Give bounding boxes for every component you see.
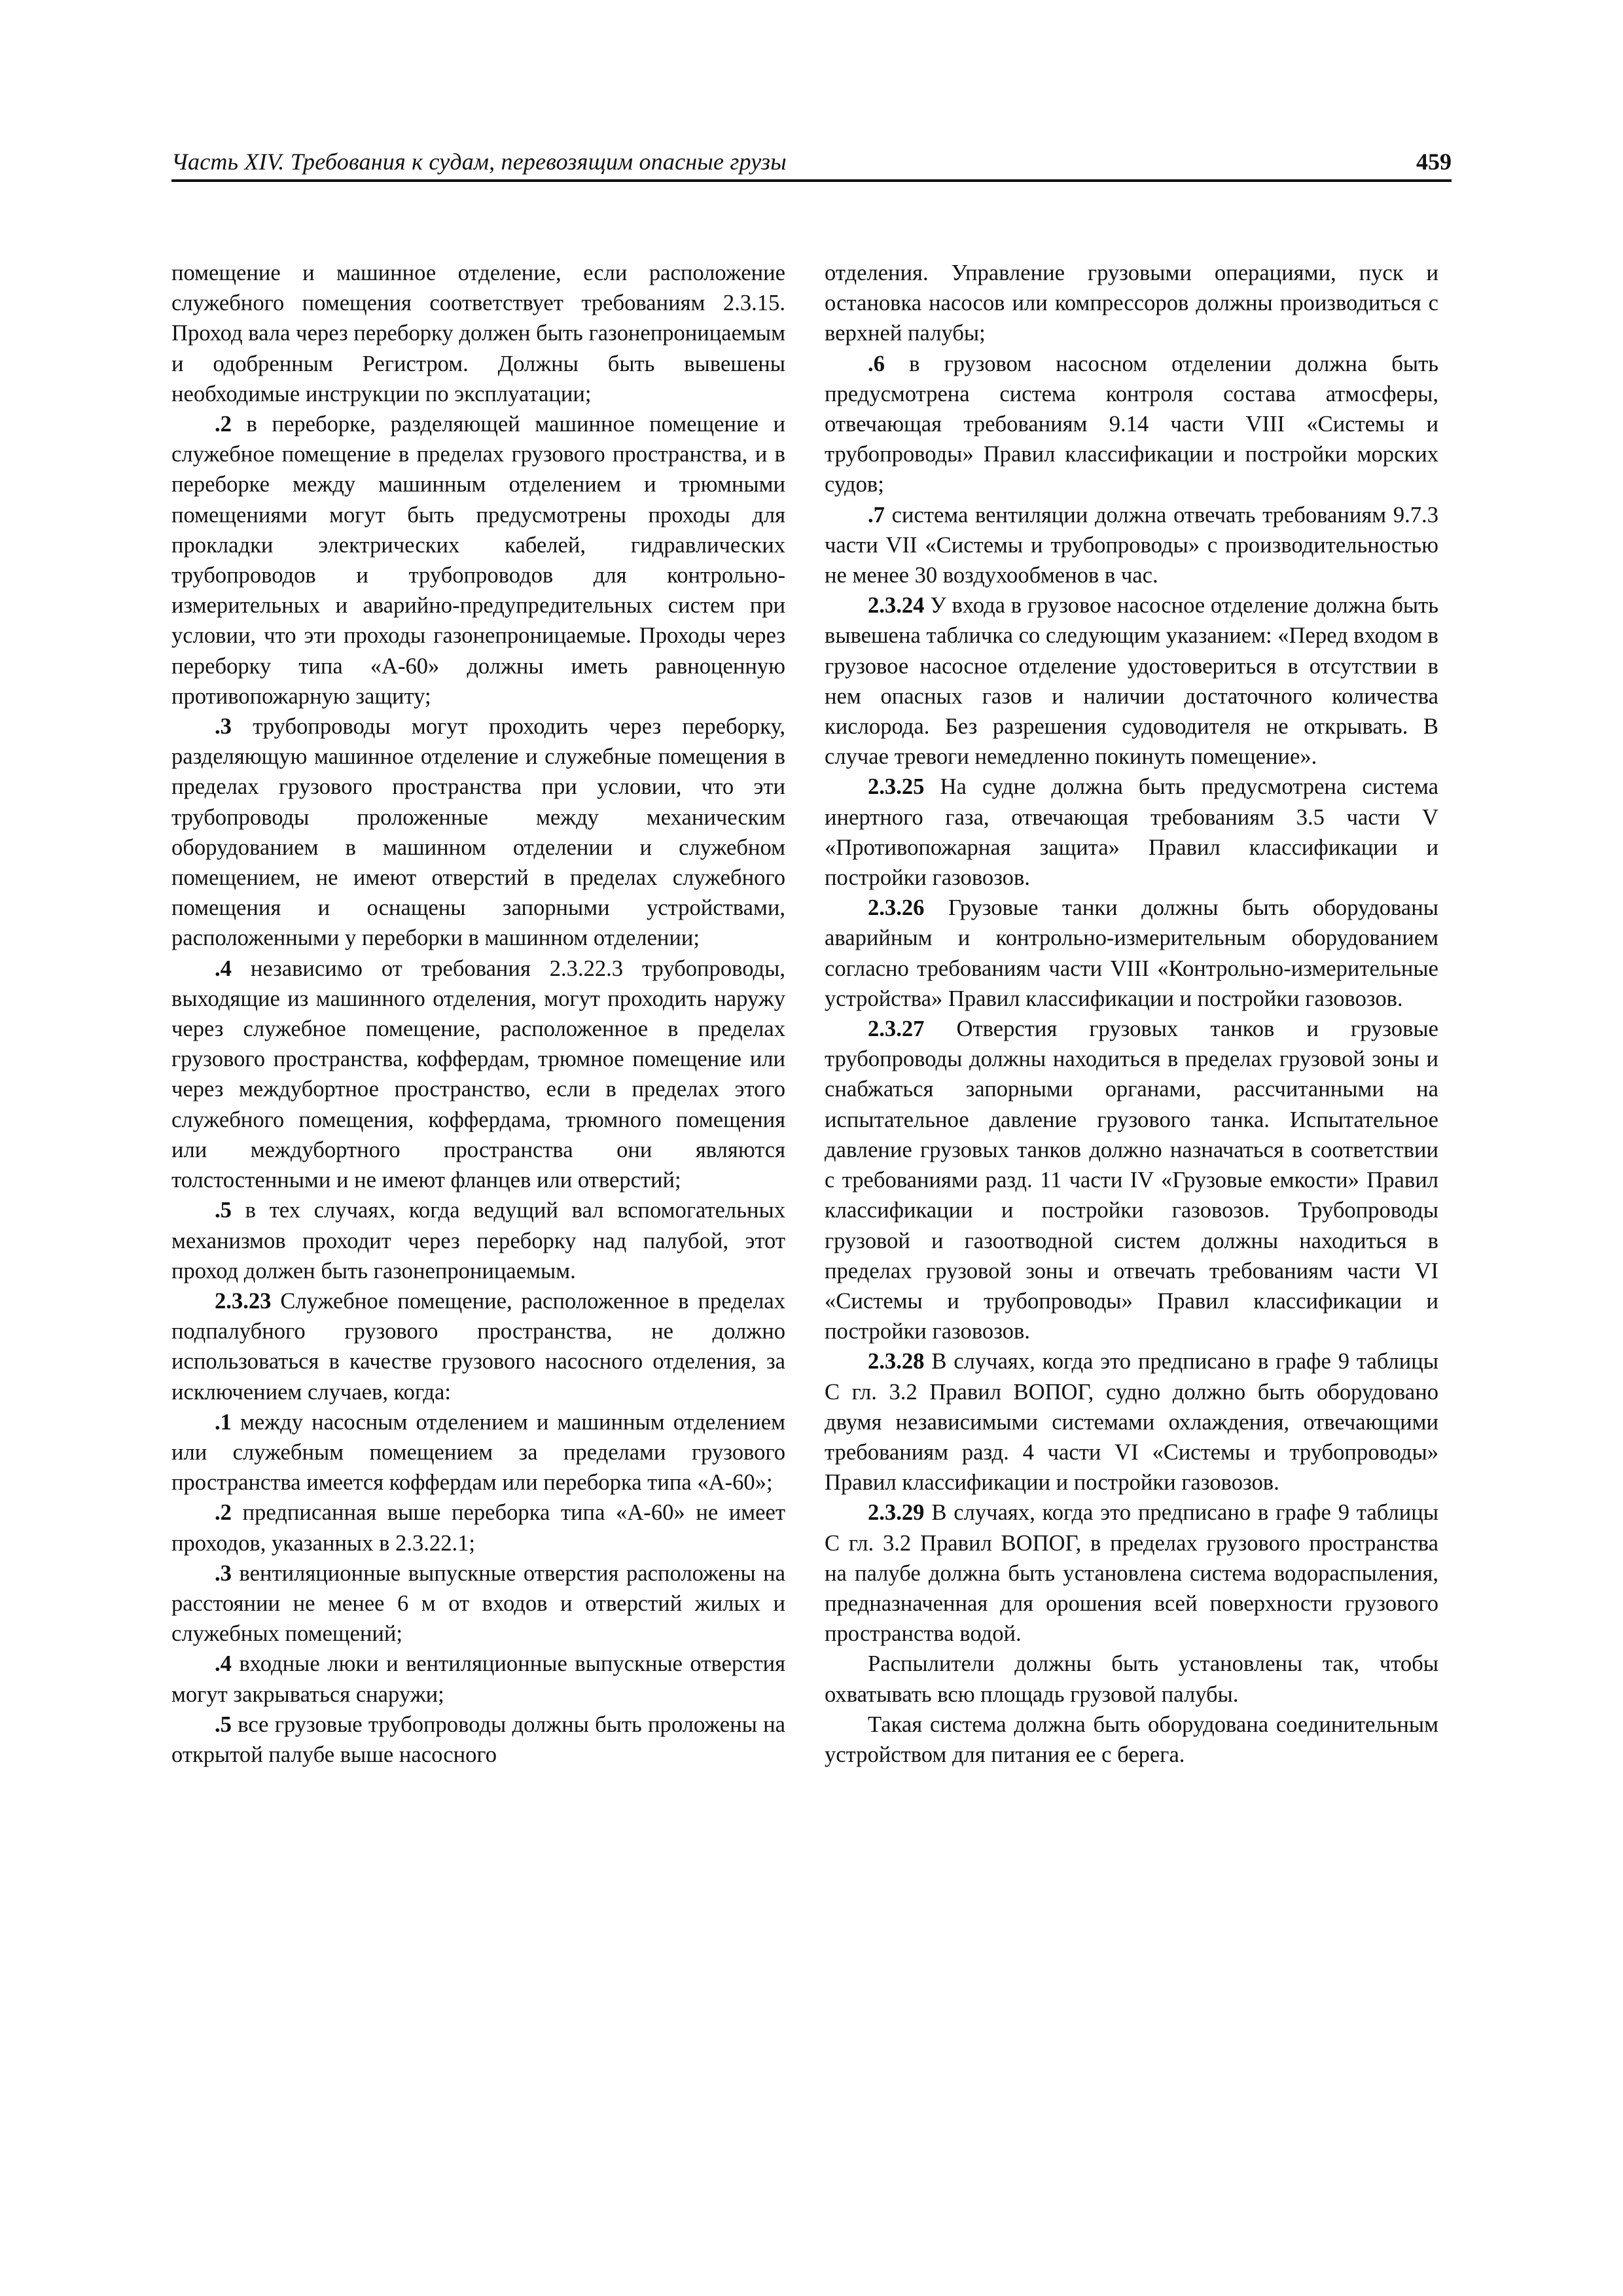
clause-number: 2.3.23: [215, 1288, 272, 1314]
clause-number: .2: [215, 412, 232, 437]
paragraph-text: В случаях, когда это предписано в графе 9 таблицы С гл. 3.2 Правил ВОПОГ, судно должно быть оборудовано двумя независимыми системами охлаждения, отвечающими требованиям разд. 4 части VI «Системы и трубопроводы» Правил классификации и постройки газовозов.: [825, 1349, 1438, 1496]
paragraph-text: предписанная выше переборка типа «А-60» не имеет проходов, указанных в 2.3.22.1;: [171, 1500, 785, 1556]
clause-number: 2.3.24: [868, 593, 925, 619]
paragraph-text: в грузовом насосном отделении должна быть предусмотрена система контроля состава атмосферы, отвечающая требованиям 9.14 части VIII «Системы и трубопроводы» Правил классификации и постройки морских судов;: [825, 351, 1438, 497]
paragraph-text: На судне должна быть предусмотрена система инертного газа, отвечающая требованиям 3.5 части V «Противопожарная защита» Правил классификации и постройки газовозов.: [825, 774, 1438, 891]
clause-number: 2.3.28: [868, 1349, 925, 1374]
paragraph: [171, 1558, 785, 1649]
left-column: [171, 258, 785, 1770]
paragraph-text: между насосным отделением и машинным отделением или служебным помещением за пределами грузового пространства имеется коффердам или переборка типа «А-60»;: [171, 1409, 785, 1496]
paragraph: [825, 500, 1438, 591]
clause-number: .5: [215, 1198, 232, 1223]
clause-number: .4: [215, 1651, 232, 1677]
running-header: [171, 143, 1452, 182]
paragraph-text: входные люки и вентиляционные выпускные отверстия могут закрываться снаружи;: [171, 1651, 785, 1707]
paragraph-text: помещение и машинное отделение, если расположение служебного помещения соответствует требованиям 2.3.15. Проход вала через переборку должен быть газонепроницаемым и одобренным Регистром. Должны быть вывешены необходимые инструкции по эксплуатации;: [171, 260, 785, 406]
paragraph: [825, 1649, 1438, 1709]
paragraph: [825, 1710, 1438, 1770]
clause-number: .6: [868, 351, 885, 376]
paragraph: [825, 349, 1438, 500]
clause-number: 2.3.27: [868, 1016, 925, 1042]
clause-number: 2.3.25: [868, 774, 925, 800]
clause-number: .3: [215, 1560, 232, 1586]
paragraph-text: Служебное помещение, расположенное в пределах подпалубного грузового пространства, не должно использоваться в качестве грузового насосного отделения, за исключением случаев, когда:: [171, 1288, 785, 1405]
paragraph: [171, 1195, 785, 1286]
paragraph: [171, 1407, 785, 1498]
clause-number: .1: [215, 1409, 232, 1435]
header-title: Часть XIV. Требования к судам, перевозящим опасные грузы: [171, 149, 787, 175]
paragraph: [171, 409, 785, 711]
paragraph-text: вентиляционные выпускные отверстия расположены на расстоянии не менее 6 м от входов и отверстий жилых и служебных помещений;: [171, 1560, 785, 1647]
paragraph-text: все грузовые трубопроводы должны быть проложены на открытой палубе выше насосного: [171, 1712, 785, 1767]
paragraph: [825, 1498, 1438, 1649]
paragraph: [825, 590, 1438, 772]
clause-number: .7: [868, 502, 885, 528]
paragraph: [825, 772, 1438, 893]
paragraph: [171, 711, 785, 954]
paragraph: [171, 1498, 785, 1558]
paragraph-text: в переборке, разделяющей машинное помещение и служебное помещение в пределах грузового пространства, и в переборке между машинным отделением и трюмными помещениями могут быть предусмотрены проходы для прокладки электрических кабелей, гидравлических трубопроводов и трубопроводов для контрольно-измерительных и аварийно-предупредительных систем при условии, что эти проходы газонепроницаемые. Проходы через переборку типа «А-60» должны иметь равноценную противопожарную защиту;: [171, 412, 785, 709]
paragraph: [825, 1014, 1438, 1346]
paragraph-text: Такая система должна быть оборудована соединительным устройством для питания ее с берега.: [825, 1712, 1438, 1767]
clause-number: .4: [215, 956, 232, 981]
clause-number: .3: [215, 714, 232, 740]
paragraph-text: система вентиляции должна отвечать требованиям 9.7.3 части VII «Системы и трубопроводы» с производительностью не менее 30 воздухообменов в час.: [825, 502, 1438, 588]
paragraph: [171, 1286, 785, 1407]
clause-number: .2: [215, 1500, 232, 1526]
paragraph-text: в тех случаях, когда ведущий вал вспомогательных механизмов проходит через переборку над палубой, этот проход должен быть газонепроницаемым.: [171, 1198, 785, 1283]
clause-number: 2.3.29: [868, 1500, 925, 1526]
paragraph-text: Грузовые танки должны быть оборудованы аварийным и контрольно-измерительным оборудованием согласно требованиям части VIII «Контрольно-измерительные устройства» Правил классификации и постройки газовозов.: [825, 895, 1438, 1011]
paragraph: [171, 1649, 785, 1709]
page-number: 459: [1416, 149, 1452, 175]
paragraph: [825, 258, 1438, 349]
paragraph-text: независимо от требования 2.3.22.3 трубопроводы, выходящие из машинного отделения, могут проходить наружу через служебное помещение, расположенное в пределах грузового пространства, коффердам, трюмное помещение или через междубортное пространство, если в пределах этого служебного помещения, коффердама, трюмного помещения или междубортного пространства они являются толстостенными и не имеют фланцев или отверстий;: [171, 956, 785, 1193]
paragraph-text: В случаях, когда это предписано в графе 9 таблицы С гл. 3.2 Правил ВОПОГ, в пределах грузового пространства на палубе должна быть установлена система водораспыления, предназначенная для орошения всей поверхности грузового пространства водой.: [825, 1500, 1438, 1647]
paragraph-text: Распылители должны быть установлены так, чтобы охватывать всю площадь грузовой палубы.: [825, 1651, 1438, 1707]
paragraph: [171, 258, 785, 409]
paragraph: [825, 893, 1438, 1014]
paragraph-text: Отверстия грузовых танков и грузовые трубопроводы должны находиться в пределах грузовой зоны и снабжаться запорными органами, рассчитанными на испытательное давление грузового танка. Испытательное давление грузовых танков должно назначаться в соответствии с требованиями разд. 11 части IV «Грузовые емкости» Правил классификации и постройки газовозов. Трубопроводы грузовой и газоотводной систем должны находиться в пределах грузовой зоны и отвечать требованиям части VI «Системы и трубопроводы» Правил классификации и постройки газовозов.: [825, 1016, 1438, 1344]
paragraph: [171, 1710, 785, 1770]
paragraph: [825, 1346, 1438, 1498]
paragraph-text: У входа в грузовое насосное отделение должна быть вывешена табличка со следующим указанием: «Перед входом в грузовое насосное отделение удостовериться в отсутствии в нем опасных газов и наличии достаточного количества кислорода. Без разрешения судоводителя не открывать. В случае тревоги немедленно покинуть помещение».: [825, 593, 1438, 770]
paragraph-text: отделения. Управление грузовыми операциями, пуск и остановка насосов или компрессоров должны производиться с верхней палубы;: [825, 260, 1438, 346]
clause-number: 2.3.26: [868, 895, 925, 921]
paragraph-text: трубопроводы могут проходить через переборку, разделяющую машинное отделение и служебные помещения в пределах грузового пространства при условии, что эти трубопроводы проложенные между механическим оборудованием в машинном отделении и служебном помещением, не имеют отверстий в пределах служебного помещения и оснащены запорными устройствами, расположенными у переборки в машинном отделении;: [171, 714, 785, 951]
right-column: [825, 258, 1438, 1770]
clause-number: .5: [215, 1712, 232, 1737]
paragraph: [171, 954, 785, 1196]
